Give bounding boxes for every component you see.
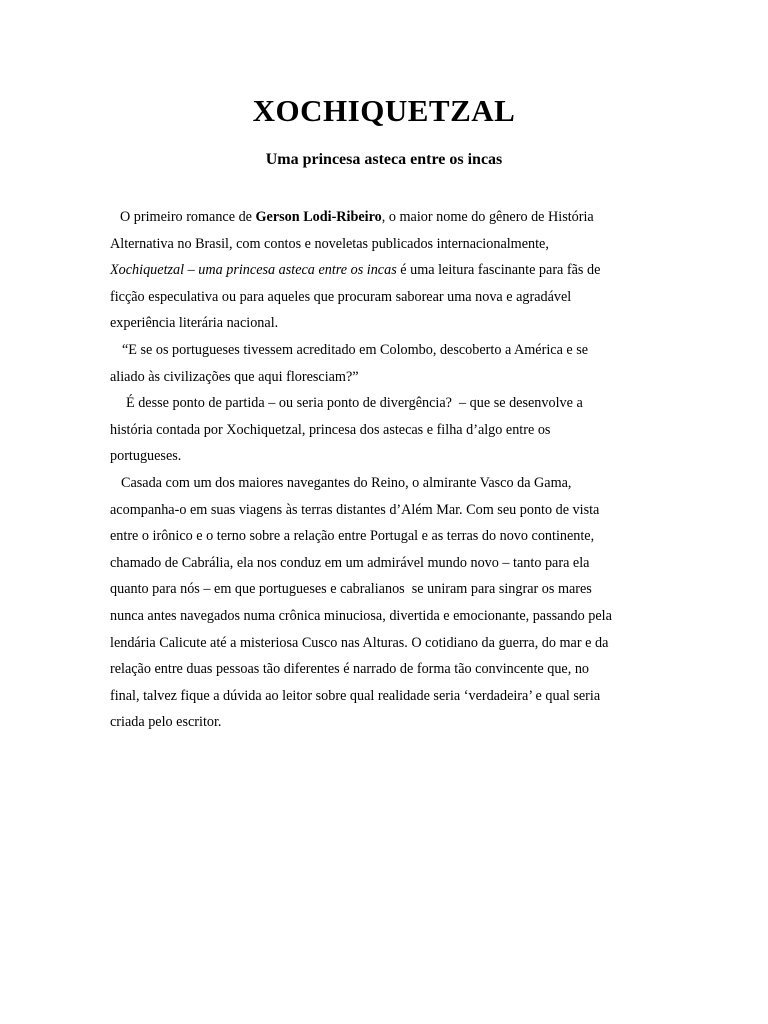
paragraph-1-line-4: ficção especulativa ou para aqueles que procuram saborear uma nova e agradável <box>110 288 572 305</box>
document-title: XOCHIQUETZAL <box>252 93 516 128</box>
paragraph-4-line-8: relação entre duas pessoas tão diferentes é narrado de forma tão convincente que, no <box>110 661 590 678</box>
paragraph-1-line-2: Alternativa no Brasil, com contos e noveletas publicados internacionalmente, <box>110 235 549 252</box>
paragraph-4-line-4: chamado de Cabrália, ela nos conduz em um admirável mundo novo – tanto para ela <box>110 554 590 571</box>
paragraph-4-line-2: acompanha-o em suas viagens às terras distantes d’Além Mar. Com seu ponto de vista <box>110 501 600 518</box>
document-subtitle: Uma princesa asteca entre os incas <box>265 151 503 168</box>
paragraph-1-line-3 <box>110 257 670 284</box>
text-span: é uma leitura fascinante para fãs de <box>396 262 601 279</box>
book-title: Xochiquetzal – uma princesa asteca entre os incas <box>110 262 397 279</box>
paragraph-4-line-1: Casada com um dos maiores navegantes do Reino, o almirante Vasco da Gama, <box>121 474 572 491</box>
text-span: , o maior nome do gênero de História <box>381 209 594 225</box>
paragraph-4-line-10: criada pelo escritor. <box>110 714 222 731</box>
paragraph-4-line-5: quanto para nós – em que portugueses e cabralianos se uniram para singrar os mares <box>110 581 592 598</box>
paragraph-2-line-2: aliado às civilizações que aqui floresciam?” <box>110 368 359 385</box>
paragraph-4-line-6: nunca antes navegados numa crônica minuciosa, divertida e emocionante, passando pela <box>110 607 612 624</box>
paragraph-4-line-9: final, talvez fique a dúvida ao leitor sobre qual realidade seria ‘verdadeira’ e qual seria <box>110 687 601 704</box>
paragraph-1-line-1 <box>110 204 670 231</box>
paragraph-2-line-1: “E se os portugueses tivessem acreditado em Colombo, descoberto a América e se <box>122 341 589 358</box>
paragraph-3-line-3: portugueses. <box>110 448 182 465</box>
text-span: O primeiro romance de <box>120 209 256 225</box>
paragraph-3-line-1: É desse ponto de partida – ou seria ponto de divergência? – que se desenvolve a <box>126 395 583 412</box>
paragraph-1-line-5: experiência literária nacional. <box>110 315 279 332</box>
paragraph-4-line-7: lendária Calicute até a misteriosa Cusco nas Alturas. O cotidiano da guerra, do mar e da <box>110 634 609 651</box>
paragraph-4-line-3: entre o irônico e o terno sobre a relação entre Portugal e as terras do novo continente, <box>110 528 595 545</box>
author-name: Gerson Lodi-Ribeiro <box>255 209 382 225</box>
document-body <box>110 204 670 736</box>
paragraph-3-line-2: história contada por Xochiquetzal, princesa dos astecas e filha d’algo entre os <box>110 421 551 438</box>
